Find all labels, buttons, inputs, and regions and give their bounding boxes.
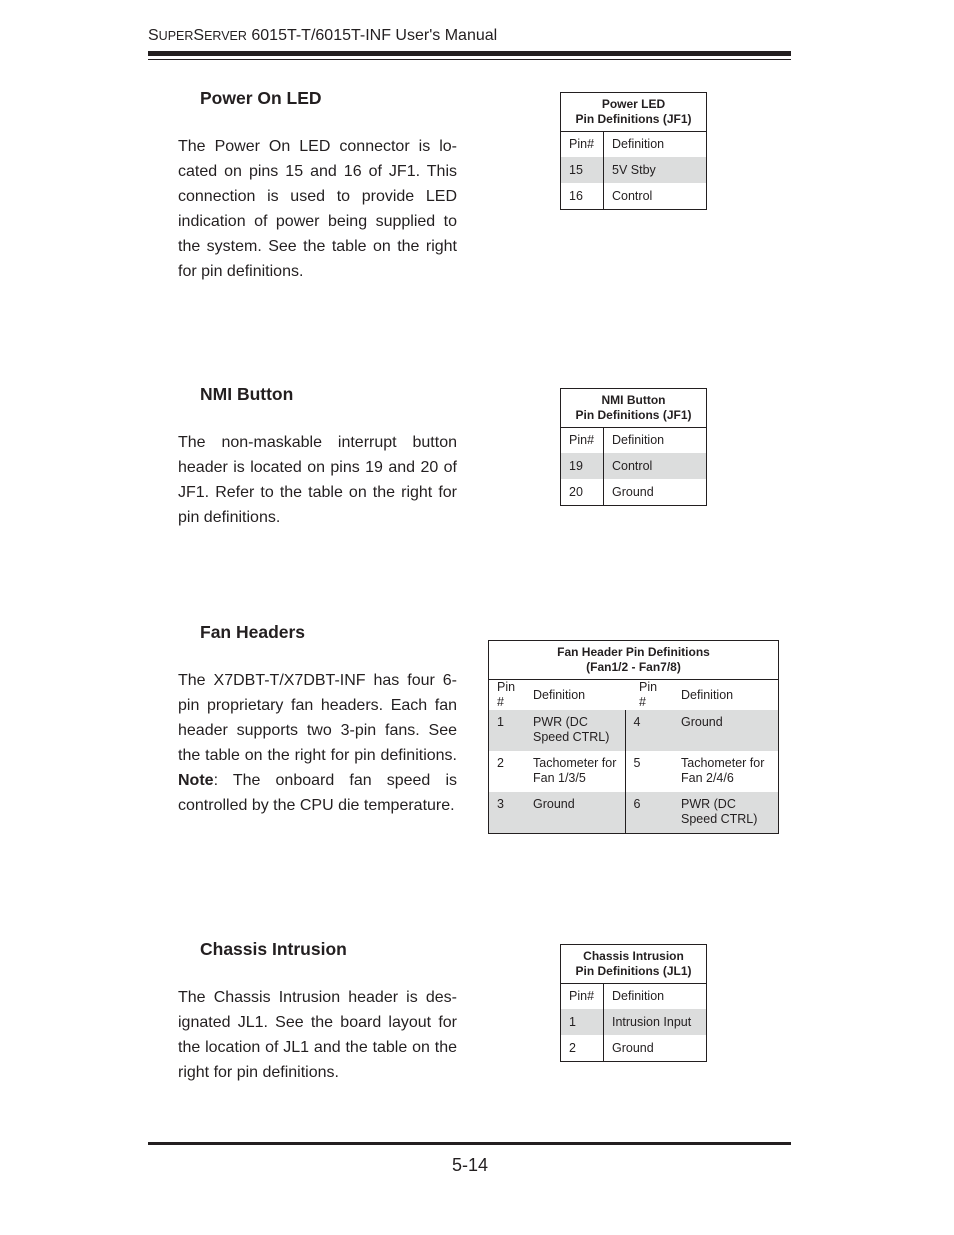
- definition-line: Fan 2/4/6: [681, 771, 734, 785]
- table-caption: [561, 945, 707, 984]
- nmi-button-pin-table: [560, 388, 707, 506]
- header-title-s1: S: [148, 27, 159, 44]
- definition-cell: Ground: [612, 1040, 654, 1055]
- pin-cell: 1: [561, 1009, 604, 1035]
- definition-cell: Ground: [612, 484, 654, 499]
- col-header-definition: Definition: [612, 433, 665, 447]
- section-title-nmi-button: NMI Button: [200, 384, 294, 404]
- col-header-pin: Pin #: [497, 680, 516, 709]
- section-title-chassis-intrusion: Chassis Intrusion: [200, 939, 347, 959]
- pin-cell: 1: [489, 710, 526, 751]
- table-caption-line2: Pin Definitions (JF1): [575, 112, 692, 126]
- paragraph-chassis-intrusion: The Chassis Intrusion header is designated JL1. See the board layout for the location of JL1 and the table on the right for pin definitions.: [178, 989, 457, 1081]
- col-header-pin: Pin#: [561, 428, 604, 454]
- table-row: [489, 792, 779, 834]
- paragraph-power-led: The Power On LED connector is located on pins 15 and 16 of JF1. This connection is used to provide LED indication of power being supplied to the system. See the table on the right for pin definitions.: [178, 138, 457, 280]
- table-caption-line1: Fan Header Pin Definitions: [557, 645, 710, 659]
- table-row: [561, 479, 707, 506]
- header-title-smallcaps1: UPER: [158, 29, 194, 43]
- running-header: [148, 27, 497, 45]
- definition-cell: [525, 792, 625, 834]
- col-header-definition: Definition: [612, 137, 665, 151]
- pin-cell: 6: [625, 792, 673, 834]
- definition-cell: [673, 751, 779, 792]
- col-header-pin: Pin#: [561, 984, 604, 1010]
- definition-line: Ground: [533, 797, 575, 811]
- fan-header-pin-table: [488, 640, 779, 834]
- paragraph-nmi-button: The non-maskable interrupt button header is located on pins 19 and 20 of JF1. Refer to the table on the right for pin definitions.: [178, 434, 457, 526]
- definition-line: PWR (DC: [533, 715, 588, 729]
- note-label: Note: [178, 772, 214, 789]
- col-header-pin: Pin#: [561, 132, 604, 158]
- table-caption-line1: Power LED: [601, 97, 666, 111]
- pin-cell: 16: [561, 183, 604, 210]
- table-caption-line2: Pin Definitions (JL1): [575, 964, 692, 978]
- table-caption-line2: (Fan1/2 - Fan7/8): [586, 660, 681, 674]
- pin-cell: 15: [561, 157, 604, 183]
- definition-cell: 5V Stby: [604, 157, 707, 183]
- col-header-pin-2: Pin #: [639, 680, 658, 709]
- table-caption: [489, 641, 779, 680]
- pin-cell: 2: [561, 1035, 604, 1062]
- definition-cell: Intrusion Input: [604, 1009, 707, 1035]
- col-header-definition: Definition: [612, 989, 665, 1003]
- table-caption-line1: Chassis Intrusion: [583, 949, 684, 963]
- definition-line: Ground: [681, 715, 723, 729]
- table-row: [561, 1009, 707, 1035]
- table-row: [489, 751, 779, 792]
- table-caption: [561, 389, 707, 428]
- table-row: [561, 157, 707, 183]
- pin-cell: 4: [625, 710, 673, 751]
- definition-line: PWR (DC: [681, 797, 736, 811]
- chassis-intrusion-pin-table: [560, 944, 707, 1062]
- table-row: [561, 453, 707, 479]
- definition-cell: [525, 751, 625, 792]
- definition-cell: Control: [612, 188, 653, 203]
- pin-cell: 20: [561, 479, 604, 506]
- definition-cell: Control: [604, 453, 707, 479]
- paragraph-fan-headers: [178, 668, 457, 818]
- definition-line: Tachometer for: [533, 756, 617, 770]
- pin-cell: 2: [497, 756, 504, 770]
- table-caption-line2: Pin Definitions (JF1): [575, 408, 692, 422]
- header-title-rest: 6015T-T/6015T-INF User's Manual: [246, 27, 498, 44]
- paragraph-fan-note-text: : The onboard fan speed is controlled by the CPU die temperature.: [178, 772, 457, 814]
- table-caption: [561, 93, 707, 132]
- pin-cell: 3: [489, 792, 526, 834]
- definition-cell: [525, 710, 625, 751]
- col-header-definition-2: Definition: [681, 687, 734, 702]
- section-title-power-led: Power On LED: [200, 88, 322, 108]
- definition-line: Fan 1/3/5: [533, 771, 586, 785]
- header-rule-thick: [148, 51, 791, 56]
- definition-line: Speed CTRL): [533, 730, 610, 744]
- power-led-pin-table: [560, 92, 707, 210]
- pin-cell: 19: [561, 453, 604, 479]
- paragraph-fan-text: The X7DBT-T/X7DBT-INF has four 6-pin proprietary fan headers. Each fan header supports two 3-pin fans. See the table on the right for pin definitions.: [178, 672, 457, 764]
- table-row: [561, 1035, 707, 1062]
- table-row: [489, 710, 779, 751]
- definition-line: Speed CTRL): [681, 812, 758, 826]
- definition-cell: [673, 710, 779, 751]
- header-title-smallcaps2: ERVER: [204, 29, 247, 43]
- footer-rule: [148, 1142, 791, 1145]
- table-row: [561, 183, 707, 210]
- section-title-fan-headers: Fan Headers: [200, 622, 306, 642]
- header-rule-thin: [148, 59, 791, 60]
- col-header-definition: Definition: [533, 687, 586, 702]
- table-caption-line1: NMI Button: [601, 393, 666, 407]
- definition-line: Tachometer for: [681, 756, 765, 770]
- pin-cell: 5: [633, 756, 641, 770]
- page-number: 5-14: [451, 1155, 489, 1175]
- definition-cell: [673, 792, 779, 834]
- header-title-s2: S: [193, 27, 205, 44]
